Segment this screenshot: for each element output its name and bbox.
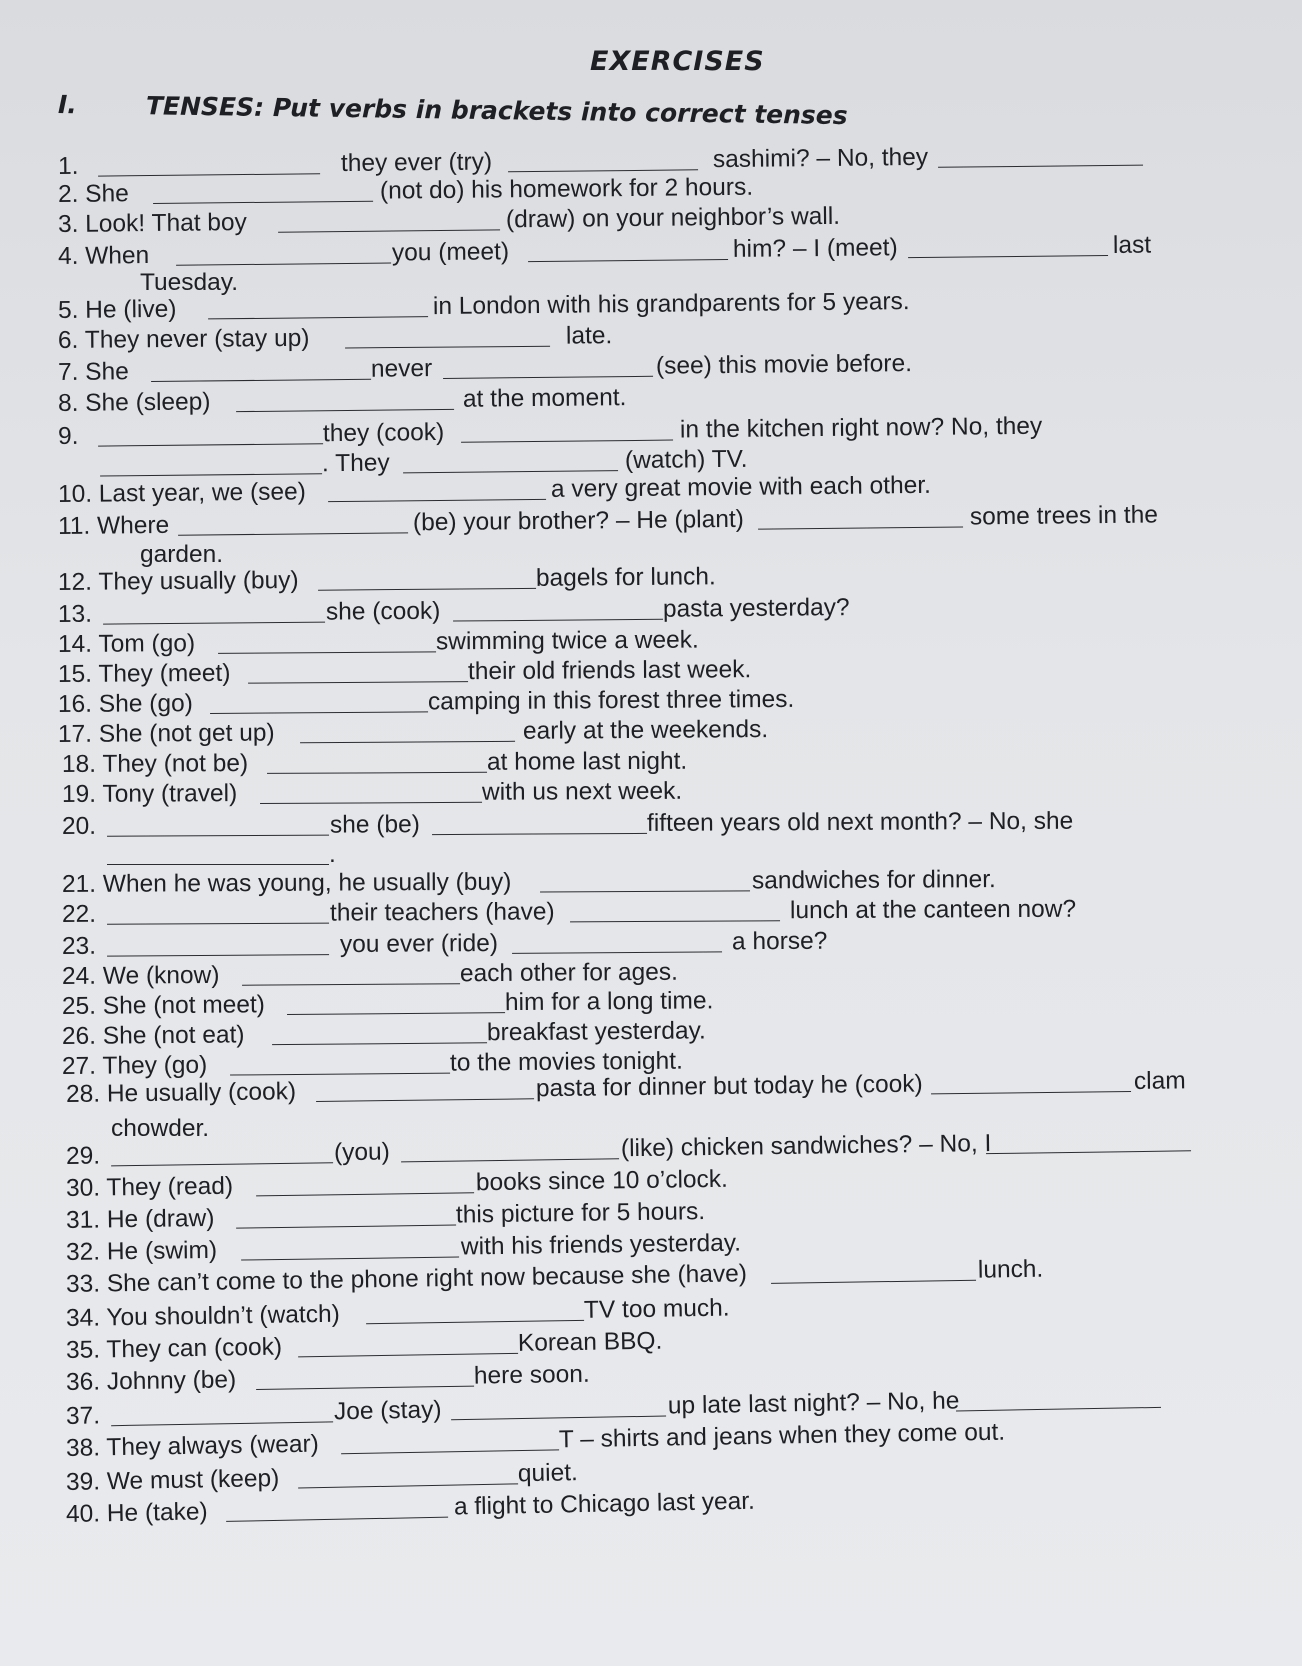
exercise-text: 2. She [57,180,129,208]
answer-blank[interactable] [111,1421,333,1426]
exercise-text: . They [321,449,390,478]
exercise-text: 30. They (read) [65,1172,234,1202]
exercise-text: with us next week. [481,777,683,806]
answer-blank[interactable] [248,681,468,684]
answer-blank[interactable] [236,1225,456,1229]
exercise-text: at the moment. [462,384,627,413]
exercise-text: 24. We (know) [61,961,220,990]
exercise-text: sashimi? – No, they [712,143,929,174]
exercise-text: 36. Johnny (be) [65,1366,237,1396]
answer-blank[interactable] [300,741,515,744]
exercise-text: 12. They usually (buy) [57,566,299,596]
exercise-text: a very great movie with each other. [550,471,932,503]
section-heading [58,90,848,130]
exercise-text: (watch) TV. [624,445,748,475]
exercise-text: they (cook) [322,418,445,448]
answer-blank[interactable] [256,1386,474,1390]
exercise-text: 25. She (not meet) [61,991,266,1020]
answer-blank[interactable] [103,622,325,625]
answer-blank[interactable] [218,651,436,654]
answer-blank[interactable] [451,1416,666,1421]
exercise-text: pasta for dinner but today he (cook) [535,1070,923,1103]
answer-blank[interactable] [256,1192,474,1196]
exercise-text: 34. You shouldn’t (watch) [65,1300,340,1332]
answer-blank[interactable] [241,1257,459,1261]
exercise-text: (see) this movie before. [655,350,913,380]
exercise-text: Tuesday. [140,269,239,296]
exercise-text: lunch. [977,1255,1044,1284]
answer-blank[interactable] [345,346,550,349]
answer-blank[interactable] [107,923,329,925]
exercise-text: a horse? [731,927,828,956]
answer-blank[interactable] [98,443,323,446]
exercise-text: 22. [61,900,97,928]
answer-blank[interactable] [107,864,329,865]
answer-blank[interactable] [298,1483,518,1488]
answer-blank[interactable] [528,259,728,262]
exercise-text: fifteen years old next month? – No, she [646,807,1074,837]
exercise-text: sandwiches for dinner. [751,866,996,895]
exercise-text: quiet. [517,1459,579,1488]
answer-blank[interactable] [107,954,329,957]
answer-blank[interactable] [771,1280,976,1284]
exercise-text: lunch at the canteen now? [789,895,1077,925]
answer-blank[interactable] [153,201,373,204]
exercise-text: swimming twice a week. [435,626,699,656]
exercise-text: with his friends yesterday. [460,1229,742,1261]
answer-blank[interactable] [461,440,673,443]
answer-blank[interactable] [570,920,780,922]
answer-blank[interactable] [540,890,750,892]
exercise-text: (be) your brother? – He (plant) [412,505,745,537]
exercise-text: 5. He (live) [57,295,177,324]
exercise-text: 1. [57,152,79,180]
answer-blank[interactable] [272,1042,487,1045]
answer-blank[interactable] [298,1353,518,1357]
exercise-text: this picture for 5 hours. [455,1198,706,1229]
exercise-text: 16. She (go) [57,690,193,718]
exercise-text: 9. [57,422,79,450]
exercise-text: 10. Last year, we (see) [57,478,306,508]
exercise-text: 3. Look! That boy [57,209,248,238]
exercise-text: 40. He (take) [65,1498,208,1528]
exercise-text: each other for ages. [459,958,678,988]
answer-blank[interactable] [278,229,500,232]
exercise-text: at home last night. [486,747,688,776]
exercise-text: their old friends last week. [467,656,752,686]
exercise-text: they ever (try) [340,148,493,178]
exercise-text: 27. They (go) [61,1051,208,1080]
exercise-text: chowder. [111,1115,210,1142]
exercise-text: 31. He (draw) [65,1204,215,1234]
answer-blank[interactable] [178,532,408,535]
exercise-text: him? – I (meet) [732,234,898,263]
exercise-text: camping in this forest three times. [427,685,795,716]
exercise-text: Joe (stay) [333,1396,442,1426]
answer-blank[interactable] [287,1012,505,1015]
exercise-text: she (be) [329,811,420,839]
answer-blank[interactable] [226,1517,448,1522]
answer-blank[interactable] [236,409,454,412]
exercise-text: breakfast yesterday. [486,1017,706,1047]
exercise-text: clam [1133,1067,1186,1095]
answer-blank[interactable] [111,1162,333,1166]
exercise-text: you ever (ride) [339,929,499,959]
exercise-text: 7. She [57,358,129,386]
answer-blank[interactable] [316,1098,534,1102]
exercise-text: to the movies tonight. [449,1047,683,1077]
exercise-text: 37. [65,1402,101,1430]
answer-blank[interactable] [341,1449,559,1454]
answer-blank[interactable] [151,379,371,382]
section-title: TENSES: Put verbs in brackets into correct tenses [145,91,848,131]
exercise-text: 6. They never (stay up) [57,324,310,354]
exercise-text: here soon. [473,1360,590,1390]
exercise-text: 15. They (meet) [57,659,231,688]
exercise-text: their teachers (have) [329,898,555,927]
exercise-text: 26. She (not eat) [61,1021,245,1050]
answer-blank[interactable] [512,951,722,953]
exercise-text: 39. We must (keep) [65,1464,280,1496]
exercise-text: bagels for lunch. [535,563,716,592]
answer-blank[interactable] [986,1150,1191,1154]
exercise-text: Korean BBQ. [517,1327,663,1357]
answer-blank[interactable] [107,835,329,837]
answer-blank[interactable] [956,1407,1161,1412]
exercise-text: a flight to Chicago last year. [453,1487,756,1521]
exercise-text: early at the weekends. [522,716,769,745]
exercise-text: . [329,841,336,868]
exercise-text: (draw) on your neighbor’s wall. [505,202,841,234]
answer-blank[interactable] [758,527,963,530]
exercise-text: 20. [61,812,97,840]
exercise-text: 32. He (swim) [65,1236,218,1266]
answer-blank[interactable] [432,833,647,835]
answer-blank[interactable] [453,619,663,622]
exercise-text: 23. [61,932,97,960]
exercise-text: some trees in the [969,501,1159,531]
exercise-text: she (cook) [325,597,441,626]
exercise-text: 21. When he was young, he usually (buy) [61,868,512,898]
exercise-text: 38. They always (wear) [65,1430,320,1462]
exercise-text: 35. They can (cook) [65,1333,283,1364]
answer-blank[interactable] [318,588,536,591]
answer-blank[interactable] [366,1320,584,1324]
exercise-text: 19. Tony (travel) [61,780,238,808]
exercise-text: up late last night? – No, he [667,1387,960,1420]
exercise-text: pasta yesterday? [662,594,850,623]
exercise-text: in London with his grandparents for 5 years. [432,288,910,321]
exercise-text: TV too much. [583,1294,730,1324]
exercise-text: last [1112,231,1152,259]
answer-blank[interactable] [267,772,487,774]
answer-blank[interactable] [931,1091,1131,1094]
answer-blank[interactable] [401,1158,619,1162]
exercise-text: 17. She (not get up) [57,719,275,748]
exercise-text: in the kitchen right now? No, they [679,412,1043,444]
exercise-text: late. [565,322,613,350]
exercise-text: 13. [57,600,93,628]
exercise-text: 28. He usually (cook) [65,1078,297,1108]
answer-blank[interactable] [908,255,1108,258]
answer-blank[interactable] [208,316,428,319]
exercise-text: him for a long time. [504,987,714,1017]
answer-blank[interactable] [242,983,460,986]
exercise-text: (not do) his homework for 2 hours. [379,173,754,205]
exercise-text: T – shirts and jeans when they come out. [558,1418,1006,1454]
exercise-text: (like) chicken sandwiches? – No, I [620,1130,992,1163]
exercise-text: 8. She (sleep) [57,388,211,417]
exercise-text: 33. She can’t come to the phone right now because she (have) [65,1260,748,1298]
exercise-text: (you) [333,1138,390,1167]
section-number: I. [57,90,78,120]
exercise-text: books since 10 o’clock. [475,1165,729,1197]
exercise-text: 14. Tom (go) [57,630,196,658]
exercise-text: never [370,355,433,383]
exercise-text: 18. They (not be) [61,750,249,778]
answer-blank[interactable] [443,376,653,379]
exercise-text: you (meet) [391,238,510,267]
answer-blank[interactable] [210,711,428,714]
page-title: EXERCISES [590,46,765,77]
exercise-text: 4. When [57,242,150,270]
exercise-text: garden. [140,541,224,568]
exercise-text: 29. [65,1142,101,1170]
exercise-text: 11. Where [57,511,170,540]
answer-blank[interactable] [260,802,482,804]
answer-blank[interactable] [328,499,546,502]
